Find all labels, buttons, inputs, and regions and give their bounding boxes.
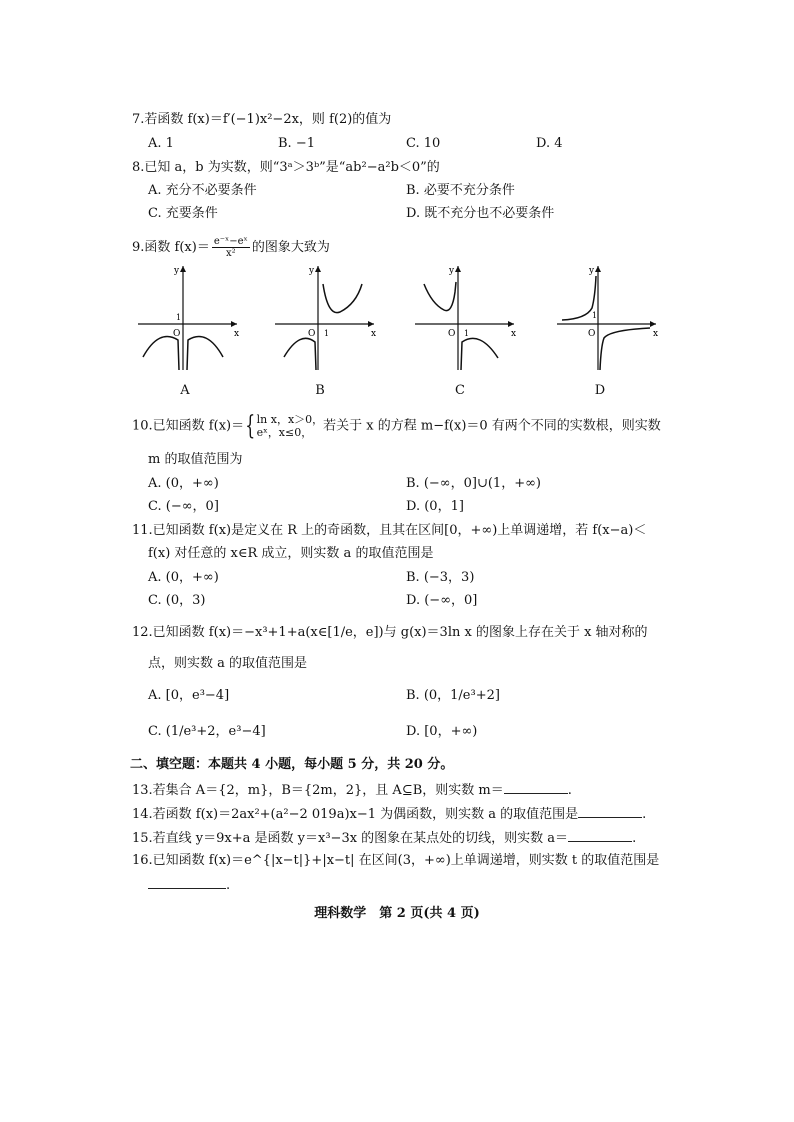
q9-graph-d-tick: 1 xyxy=(592,311,598,320)
q9-graph-a-tick: 1 xyxy=(176,313,182,322)
q9-graph-b-x-label: x xyxy=(371,329,377,339)
q13-blank[interactable] xyxy=(504,781,568,794)
q13-stem: 13.若集合 A＝{2，m}，B＝{2m，2}，且 A⊆B，则实数 m＝ . xyxy=(132,783,572,798)
q9-graph-c-y-label: y xyxy=(449,266,455,276)
q12-option-d: D. [0，+∞) xyxy=(406,724,478,739)
q11-option-b: B. (−3，3) xyxy=(406,570,475,585)
q9-graph-a-x-label: x xyxy=(234,329,240,339)
q8-option-b: B. 必要不充分条件 xyxy=(406,183,515,198)
q9-graph-c-origin: O xyxy=(448,329,456,339)
q9-graph-b xyxy=(270,262,380,372)
section2-heading: 二、填空题：本题共 4 小题，每小题 5 分，共 20 分。 xyxy=(130,757,454,772)
q11-option-d: D. (−∞，0] xyxy=(406,593,478,608)
q10-option-c: C. (−∞，0] xyxy=(148,499,219,514)
q9-fraction xyxy=(212,236,250,259)
q10-piecewise: ln x，x＞0， eˣ，x≤0， xyxy=(256,413,324,439)
q7-stem: 7.若函数 f(x)＝f′(−1)x²−2x，则 f(2)的值为 xyxy=(132,112,392,127)
q16-answer-line: . xyxy=(148,876,230,894)
q15-stem: 15.若直线 y＝9x+a 是函数 y＝x³−3x 的图象在某点处的切线，则实数 a＝ . xyxy=(132,831,637,846)
q16-blank[interactable] xyxy=(148,876,226,889)
q9-graph-c-x-label: x xyxy=(511,329,517,339)
q12-option-a: A. [0，e³−4] xyxy=(148,688,230,703)
q9-denominator: x² xyxy=(225,248,236,259)
q10-option-a: A. (0，+∞) xyxy=(148,476,219,491)
q10-brace: { xyxy=(245,411,256,441)
q9-graph-a-origin: O xyxy=(173,329,181,339)
q8-option-c: C. 充要条件 xyxy=(148,206,218,221)
q10-option-b: B. (−∞，0]∪(1，+∞) xyxy=(406,476,541,491)
q7-option-c: C. 10 xyxy=(406,136,441,151)
q9-graph-a-label: A xyxy=(180,383,190,398)
q9-graph-d-label: D xyxy=(594,383,606,398)
q9-graph-c-tick: 1 xyxy=(464,329,470,338)
q14-blank[interactable] xyxy=(578,805,642,818)
q11-option-a: A. (0，+∞) xyxy=(148,570,219,585)
q16-stem: 16.已知函数 f(x)＝e^{|x−t|}+|x−t| 在区间(3，+∞)上单调递增，则实数 t 的取值范围是 xyxy=(132,853,660,868)
q7-option-b: B. −1 xyxy=(278,136,315,151)
q12-option-b: B. (0，1/e³+2] xyxy=(406,688,500,703)
q11-stem-line1: 11.已知函数 f(x)是定义在 R 上的奇函数，且其在区间[0，+∞)上单调递增，若 f(x−a)＜ xyxy=(132,523,647,538)
q9-graph-d xyxy=(552,262,662,372)
q9-graph-d-origin: O xyxy=(588,329,596,339)
q9-graph-b-y-label: y xyxy=(309,266,315,276)
q9-graph-a-y-label: y xyxy=(174,266,180,276)
q8-stem: 8.已知 a，b 为实数，则“3ᵃ＞3ᵇ”是“ab²−a²b＜0”的 xyxy=(132,160,440,175)
q15-blank[interactable] xyxy=(568,829,632,842)
q9-stem: 9.函数 f(x)＝ $\frac{\text{e⁻ˣ−eˣ}}{\text{x²}}$ 的图象大致为 xyxy=(132,236,330,259)
page-footer: 理科数学 第 2 页(共 4 页) xyxy=(314,906,480,921)
q12-stem-line2: 点，则实数 a 的取值范围是 xyxy=(148,656,308,671)
q11-option-c: C. (0，3) xyxy=(148,593,206,608)
q10-stem-line2: m 的取值范围为 xyxy=(148,452,243,467)
q9-graph-c-label: C xyxy=(455,383,465,398)
q7-option-a: A. 1 xyxy=(148,136,174,151)
q12-stem: 12.已知函数 f(x)＝−x³+1+a(x∈[1/e，e])与 g(x)＝3ln x 的图象上存在关于 x 轴对称的 xyxy=(132,625,648,640)
q9-graph-b-tick: 1 xyxy=(324,329,330,338)
q9-graph-d-x-label: x xyxy=(653,329,659,339)
q11-stem-line2: f(x) 对任意的 x∈R 成立，则实数 a 的取值范围是 xyxy=(148,546,434,561)
q14-stem: 14.若函数 f(x)＝2ax²+(a²−2 019a)x−1 为偶函数，则实数 a 的取值范围是 . xyxy=(132,807,647,822)
q8-option-d: D. 既不充分也不必要条件 xyxy=(406,206,555,221)
q9-numerator: e⁻ˣ−eˣ xyxy=(213,236,248,247)
q10-option-d: D. (0，1] xyxy=(406,499,464,514)
q10-stem: 10.已知函数 f(x)＝{ ln x，x＞0， eˣ，x≤0， 若关于 x 的方程 m−f(x)＝0 有两个不同的实数根，则实数 xyxy=(132,411,661,441)
q9-graph-d-y-label: y xyxy=(589,266,595,276)
q12-interval: (x∈[1/e，e]) xyxy=(305,625,384,640)
q9-graph-b-label: B xyxy=(315,383,325,398)
q9-graph-c xyxy=(410,262,520,372)
q12-option-c: C. (1/e³+2，e³−4] xyxy=(148,724,266,739)
q7-option-d: D. 4 xyxy=(536,136,563,151)
q9-graph-a xyxy=(133,262,243,372)
q8-option-a: A. 充分不必要条件 xyxy=(148,183,257,198)
q9-graph-b-origin: O xyxy=(308,329,316,339)
